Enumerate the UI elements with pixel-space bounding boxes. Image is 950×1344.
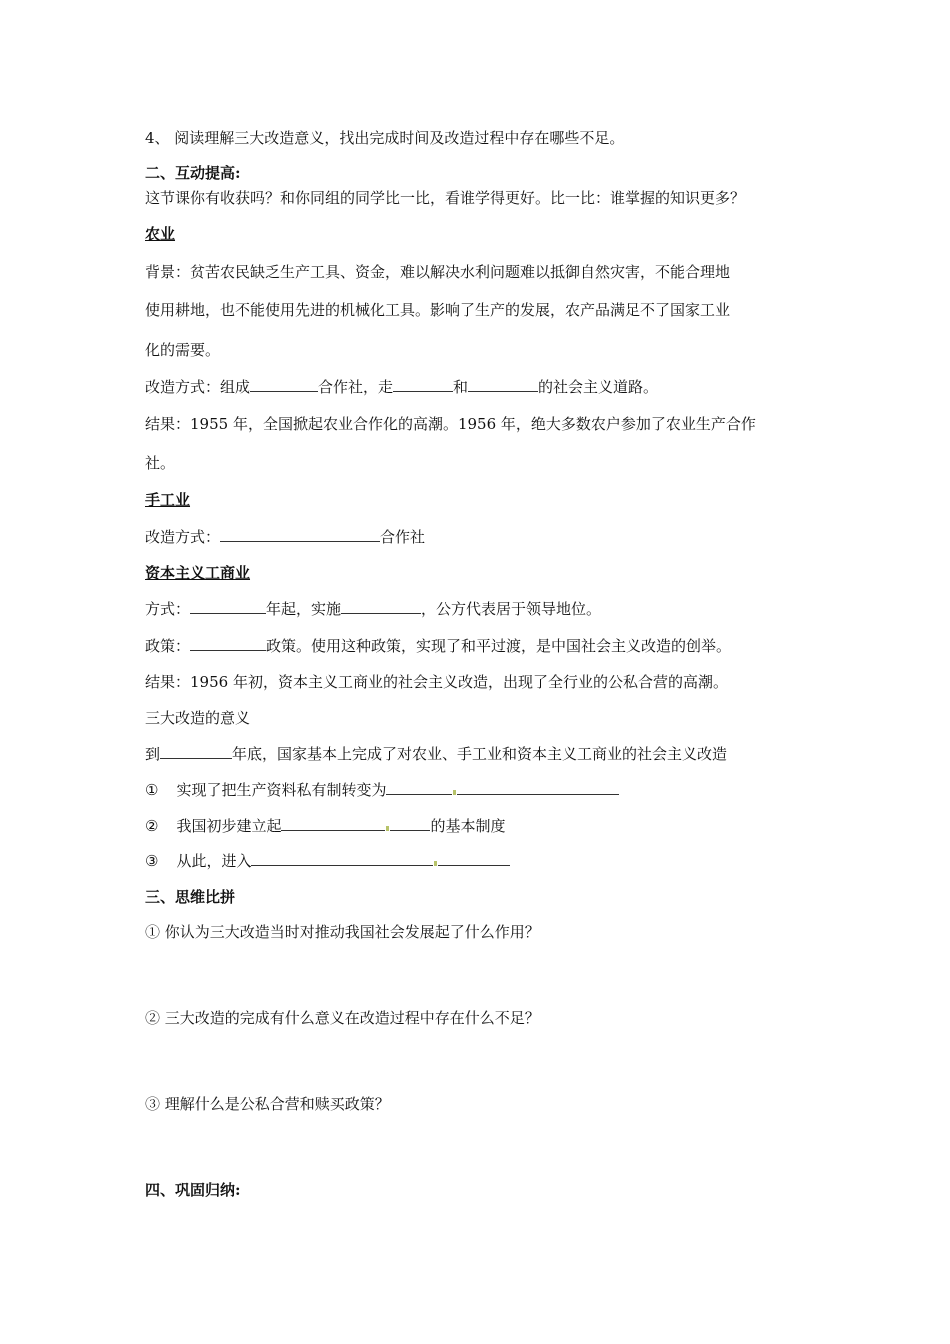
green-mark xyxy=(453,790,456,795)
question-4: 4、 阅读理解三大改造意义，找出完成时间及改造过程中存在哪些不足。 xyxy=(145,129,625,147)
capitalist-result: 结果：1956 年初，资本主义工商业的社会主义改造，出现了全行业的公私合营的高潮。 xyxy=(145,673,728,691)
capitalist-method-text: 年起，实施 xyxy=(266,600,342,618)
significance-heading: 三大改造的意义 xyxy=(145,709,251,727)
point-2-end: 的基本制度 xyxy=(430,817,506,835)
agriculture-background-1: 背景：贫苦农民缺乏生产工具、资金，难以解决水利问题难以抵御自然灾害，不能合理地 xyxy=(145,263,731,281)
fill-blank[interactable] xyxy=(251,851,433,866)
point-1-text: 实现了把生产资料私有制转变为 xyxy=(176,781,387,799)
fill-blank[interactable] xyxy=(281,816,385,831)
agriculture-background-2: 使用耕地，也不能使用先进的机械化工具。影响了生产的发展，农产品满足不了国家工业 xyxy=(145,301,731,319)
point-3-number: ③ xyxy=(145,852,159,870)
fill-blank[interactable] xyxy=(438,851,510,866)
green-mark xyxy=(386,826,389,831)
thinking-question-2: ② 三大改造的完成有什么意义在改造过程中存在什么不足？ xyxy=(145,1009,540,1027)
fill-blank[interactable] xyxy=(393,377,453,392)
agriculture-method-end: 的社会主义道路。 xyxy=(538,378,659,396)
fill-blank[interactable] xyxy=(386,780,452,795)
point-1 xyxy=(145,780,619,800)
fill-blank[interactable] xyxy=(160,744,232,759)
fill-blank[interactable] xyxy=(468,377,538,392)
fill-blank[interactable] xyxy=(190,599,266,614)
point-3 xyxy=(145,851,510,871)
thinking-question-3: ③ 理解什么是公私合营和赎买政策？ xyxy=(145,1095,390,1113)
agriculture-method-and: 和 xyxy=(453,378,469,396)
capitalist-method-end: ，公方代表居于领导地位。 xyxy=(421,600,602,618)
fill-blank[interactable] xyxy=(250,377,318,392)
significance-to: 到 xyxy=(145,745,161,763)
handicraft-method xyxy=(145,527,425,547)
point-2 xyxy=(145,816,505,836)
intro-text: 这节课你有收获吗？和你同组的同学比一比，看谁学得更好。比一比：谁掌握的知识更多？ xyxy=(145,189,746,207)
fill-blank[interactable] xyxy=(220,527,380,542)
handicraft-heading: 手工业 xyxy=(145,491,191,509)
agriculture-method-label: 改造方式：组成 xyxy=(145,378,251,396)
section-4-heading: 四、巩固归纳: xyxy=(145,1181,241,1199)
point-3-text: 从此，进入 xyxy=(176,852,252,870)
capitalist-heading: 资本主义工商业 xyxy=(145,564,251,582)
agriculture-heading: 农业 xyxy=(145,225,176,243)
thinking-question-1: ① 你认为三大改造当时对推动我国社会发展起了什么作用？ xyxy=(145,923,540,941)
fill-blank[interactable] xyxy=(190,636,266,651)
agriculture-background-3: 化的需要。 xyxy=(145,341,221,359)
agriculture-result-2: 社。 xyxy=(145,454,176,472)
fill-blank[interactable] xyxy=(390,816,430,831)
capitalist-policy xyxy=(145,636,731,656)
capitalist-method-label: 方式： xyxy=(145,600,191,618)
agriculture-method xyxy=(145,377,658,397)
significance-summary xyxy=(145,744,727,764)
agriculture-method-text: 合作社，走 xyxy=(318,378,394,396)
point-2-text: 我国初步建立起 xyxy=(176,817,282,835)
capitalist-policy-label: 政策： xyxy=(145,637,191,655)
capitalist-policy-text: 政策。使用这种政策，实现了和平过渡，是中国社会主义改造的创举。 xyxy=(266,637,732,655)
significance-text: 年底，国家基本上完成了对农业、手工业和资本主义工商业的社会主义改造 xyxy=(232,745,728,763)
handicraft-method-label: 改造方式： xyxy=(145,528,221,546)
section-2-heading: 二、互动提高: xyxy=(145,164,241,182)
fill-blank[interactable] xyxy=(341,599,421,614)
green-mark xyxy=(434,861,437,866)
point-1-number: ① xyxy=(145,781,159,799)
handicraft-method-end: 合作社 xyxy=(380,528,426,546)
section-3-heading: 三、思维比拼 xyxy=(145,888,236,906)
agriculture-result-1: 结果：1955 年，全国掀起农业合作化的高潮。1956 年，绝大多数农户参加了农业生产合作 xyxy=(145,415,756,433)
point-2-number: ② xyxy=(145,817,159,835)
fill-blank[interactable] xyxy=(457,780,619,795)
capitalist-method xyxy=(145,599,601,619)
